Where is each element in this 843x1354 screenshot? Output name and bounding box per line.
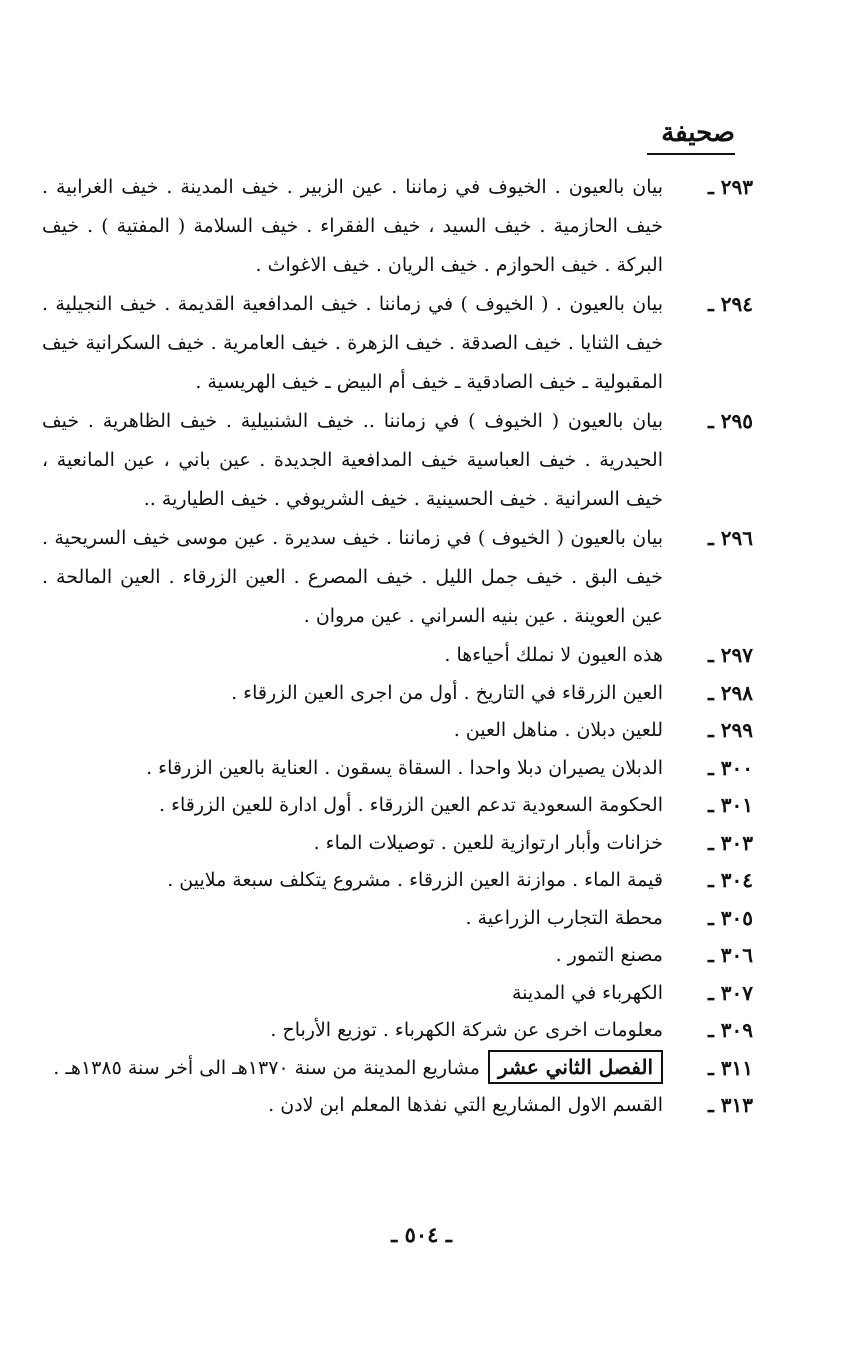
toc-entry bbox=[0, 711, 843, 749]
entry-description: الدبلان يصيران دبلا واحدا . السقاة يسقون . العناية بالعين الزرقاء . bbox=[146, 756, 663, 779]
entry-description: محطة التجارب الزراعية . bbox=[465, 906, 663, 929]
toc-page-number: ٢٩٣ ـ bbox=[707, 175, 753, 199]
toc-page-number: ٣١١ ـ bbox=[707, 1055, 753, 1080]
entry-description: معلومات اخرى عن شركة الكهرباء . توزيع الأرباح . bbox=[270, 1019, 663, 1041]
toc-entry-text bbox=[42, 168, 663, 285]
entry-description: بيان بالعيون . ( الخيوف ) في زماننا . خيف المدافعية القديمة . خيف النجيلية . خيف الثنايا . خيف الصدقة . خيف الزهرة . خيف العامرية . خيف السكرانية خيف المقبولية ـ خيف الصادقية ـ خيف أم البيض ـ خيف الهريسية . bbox=[42, 293, 663, 393]
toc-page-number: ٢٩٦ ـ bbox=[707, 526, 753, 550]
toc-page-number: ٢٩٧ ـ bbox=[707, 643, 753, 667]
entry-description: قيمة الماء . موازنة العين الزرقاء . مشروع يتكلف سبعة ملايين . bbox=[167, 869, 663, 891]
toc-entry-text bbox=[556, 936, 663, 975]
page-column-header: صحيفة bbox=[661, 118, 735, 148]
toc-page-number: ٣٠٧ ـ bbox=[707, 980, 753, 1005]
toc-entry-text bbox=[42, 285, 663, 402]
toc-page-number: ٢٩٥ ـ bbox=[707, 409, 753, 433]
chapter-heading-box: الفصل الثاني عشر bbox=[488, 1050, 663, 1084]
toc-page-number: ٣٠٠ ـ bbox=[707, 755, 753, 780]
toc-entry-text bbox=[231, 674, 663, 713]
entry-description: الكهرباء في المدينة bbox=[511, 981, 663, 1004]
toc-entry bbox=[0, 1049, 843, 1087]
entry-description: بيان بالعيون . الخيوف في زماننا . عين الزبير . خيف المدينة . خيف الغرابية . خيف الحازمية . خيف السيد ، خيف الفقراء . خيف السلامة ( المفتية ) . خيف البركة . خيف الحوازم . خيف الريان . خيف الاغواث . bbox=[42, 176, 663, 276]
toc-entry bbox=[0, 936, 843, 974]
entry-description: الحكومة السعودية تدعم العين الزرقاء . أول ادارة للعين الزرقاء . bbox=[158, 794, 663, 816]
toc-entry-text bbox=[167, 861, 663, 900]
entry-description: خزانات وأبار ارتوازية للعين . توصيلات الماء . bbox=[313, 831, 663, 854]
toc-page-number: ٣٠٥ ـ bbox=[707, 905, 753, 930]
toc-entry bbox=[0, 1011, 843, 1049]
toc-entry-text bbox=[454, 711, 663, 750]
toc-entry bbox=[0, 974, 843, 1012]
toc-entry bbox=[0, 861, 843, 899]
chapter-description: مشاريع المدينة من سنة ١٣٧٠هـ الى أخر سنة ١٣٨٥هـ . bbox=[53, 1056, 480, 1079]
toc-entry bbox=[0, 402, 843, 519]
toc-entry-text bbox=[42, 402, 663, 519]
toc-entry bbox=[0, 786, 843, 824]
toc-page-number: ٣٠٤ ـ bbox=[707, 868, 753, 892]
entry-description: للعين دبلان . مناهل العين . bbox=[453, 719, 663, 741]
toc-entry bbox=[0, 674, 843, 712]
toc-entry bbox=[0, 285, 843, 402]
entry-description: مصنع التمور . bbox=[555, 944, 663, 966]
toc-page-number: ٣٠٣ ـ bbox=[707, 830, 753, 855]
toc-entry bbox=[0, 168, 843, 285]
entry-description: القسم الاول المشاريع التي نفذها المعلم ابن لادن . bbox=[268, 1094, 663, 1116]
toc-entry bbox=[0, 636, 843, 674]
toc-entry-text bbox=[270, 1011, 663, 1050]
toc-entry-text bbox=[465, 899, 663, 938]
toc-entry bbox=[0, 1086, 843, 1124]
entry-description: هذه العيون لا نملك أحياءها . bbox=[444, 644, 663, 666]
toc-entry-text bbox=[512, 974, 663, 1013]
toc-entry bbox=[0, 749, 843, 787]
entry-description: بيان بالعيون ( الخيوف ) في زماننا . خيف سديرة . عين موسى خيف السريحية . خيف البق . خيف جمل الليل . خيف المصرع . العين الزرقاء . العين المالحة . عين العوينة . عين بنيه السراني . عين مروان . bbox=[42, 527, 663, 627]
toc-entry-text bbox=[314, 824, 663, 863]
toc-entry bbox=[0, 824, 843, 862]
toc-page-number: ٣٠٦ ـ bbox=[707, 943, 753, 967]
toc-page-number: ٣٠١ ـ bbox=[707, 793, 753, 817]
toc-entry-text bbox=[146, 749, 663, 788]
entry-description: بيان بالعيون ( الخيوف ) في زماننا .. خيف الشنبيلية . خيف الظاهرية . خيف الحيدرية . خيف العباسية خيف المدافعية الجديدة . عين باني ، عين المانعية ، خيف السرانية . خيف الحسينية . خيف الشريوفي . خيف الطيارية .. bbox=[42, 410, 663, 510]
toc-entry-text bbox=[444, 636, 663, 675]
toc-entry-text bbox=[42, 519, 663, 636]
toc-entry bbox=[0, 899, 843, 937]
header-underline bbox=[647, 153, 735, 155]
toc-entry-text bbox=[159, 786, 663, 825]
toc-entry-text bbox=[268, 1086, 663, 1125]
toc-page-number: ٢٩٨ ـ bbox=[707, 680, 753, 705]
toc-page-number: ٣١٣ ـ bbox=[707, 1093, 753, 1117]
entry-description: العين الزرقاء في التاريخ . أول من اجرى العين الزرقاء . bbox=[231, 681, 663, 704]
toc-entry bbox=[0, 519, 843, 636]
toc-page-number: ٢٩٩ ـ bbox=[707, 718, 753, 742]
toc-page-number: ٣٠٩ ـ bbox=[707, 1018, 753, 1042]
toc-entry-text bbox=[53, 1049, 663, 1088]
toc-page-number: ٢٩٤ ـ bbox=[707, 292, 753, 316]
page-number: ـ ٥٠٤ ـ bbox=[391, 1222, 452, 1247]
